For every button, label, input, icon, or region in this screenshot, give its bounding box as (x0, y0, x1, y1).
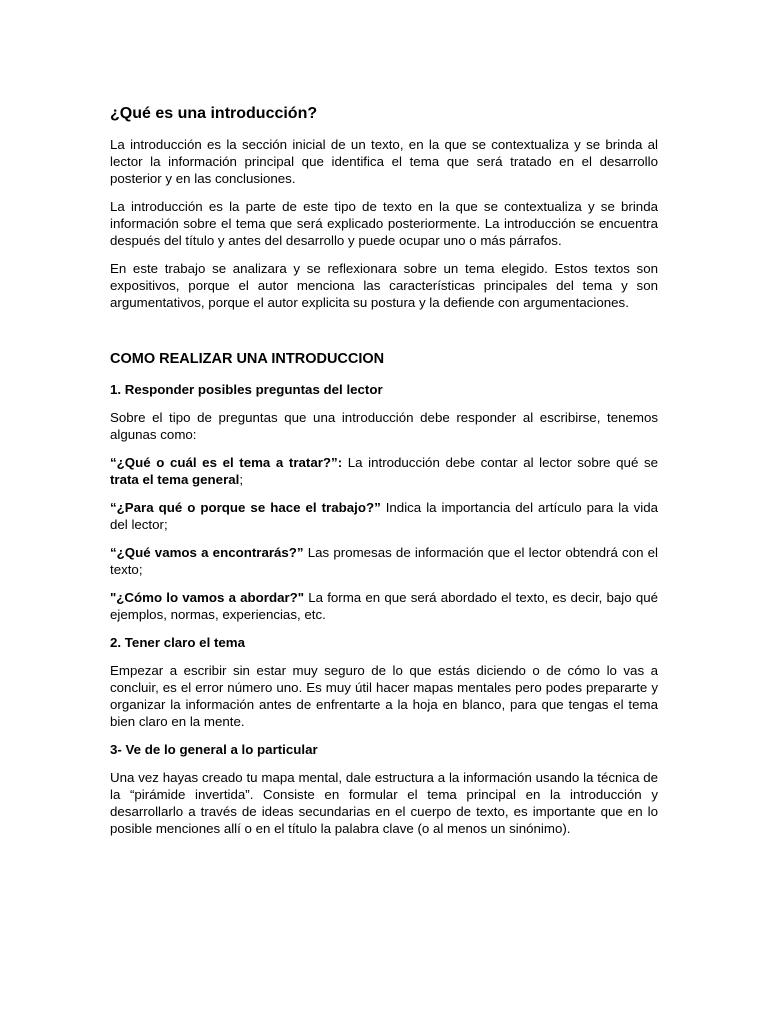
question-1-text-2: ; (239, 472, 244, 487)
question-2-bold: “¿Para qué o porque se hace el trabajo?” (110, 500, 381, 515)
question-1 (110, 454, 658, 488)
question-3-bold: “¿Qué vamos a encontrarás?” (110, 545, 304, 560)
question-3-text: Las promesas de información que el lector obtendrá con el texto; (110, 545, 658, 577)
question-3 (110, 544, 658, 578)
question-4 (110, 589, 658, 623)
step3-heading: 3- Ve de lo general a lo particular (110, 742, 318, 757)
intro-paragraph-3: En este trabajo se analizara y se reflexionara sobre un tema elegido. Estos textos son expositivos, porque el autor menciona las características principales del tema y son argumentativos, porque el autor explicita su postura y la defiende con argumentaciones. (110, 261, 658, 310)
question-1-bold-2: trata el tema general (110, 472, 240, 487)
intro-paragraph-2: La introducción es la parte de este tipo de texto en la que se contextualiza y se brinda información sobre el tema que será explicado posteriormente. La introducción se encuentra después del título y antes del desarrollo y puede ocupar uno o más párrafos. (110, 199, 658, 248)
section-spacer (110, 322, 658, 350)
intro-paragraph-1: La introducción es la sección inicial de un texto, en la que se contextualiza y se brinda al lector la información principal que identifica el tema que será tratado en el desarrollo posterior y en las conclusiones. (110, 137, 658, 186)
section-heading: COMO REALIZAR UNA INTRODUCCION (110, 351, 385, 367)
step1-lead: Sobre el tipo de preguntas que una introducción debe responder al escribirse, tenemos algunas como: (110, 410, 658, 442)
document-title: ¿Qué es una introducción? (110, 105, 318, 122)
step2-heading: 2. Tener claro el tema (110, 635, 246, 650)
question-2 (110, 499, 658, 533)
question-2-text: Indica la importancia del artículo para la vida del lector; (110, 500, 658, 532)
step3-paragraph: Una vez hayas creado tu mapa mental, dale estructura a la información usando la técnica de la “pirámide invertida”. Consiste en formular el tema principal en la introducción y desarrollarlo a través de ideas secundarias en el cuerpo de texto, es importante que en lo posible menciones allí o en el título la palabra clave (o al menos un sinónimo). (110, 770, 658, 836)
question-1-text: La introducción debe contar al lector sobre qué se (342, 455, 658, 470)
document-page (110, 104, 658, 848)
question-4-text: La forma en que será abordado el texto, es decir, bajo qué ejemplos, normas, experiencias, etc. (110, 590, 658, 622)
question-1-bold: “¿Qué o cuál es el tema a tratar?”: (110, 455, 343, 470)
step1-heading: 1. Responder posibles preguntas del lector (110, 382, 383, 397)
step2-paragraph: Empezar a escribir sin estar muy seguro de lo que estás diciendo o de cómo lo vas a concluir, es el error número uno. Es muy útil hacer mapas mentales pero podes prepararte y organizar la información antes de enfrentarte a la hoja en blanco, para que tengas el tema bien claro en la mente. (110, 663, 658, 729)
question-4-bold: "¿Cómo lo vamos a abordar?" (110, 590, 305, 605)
